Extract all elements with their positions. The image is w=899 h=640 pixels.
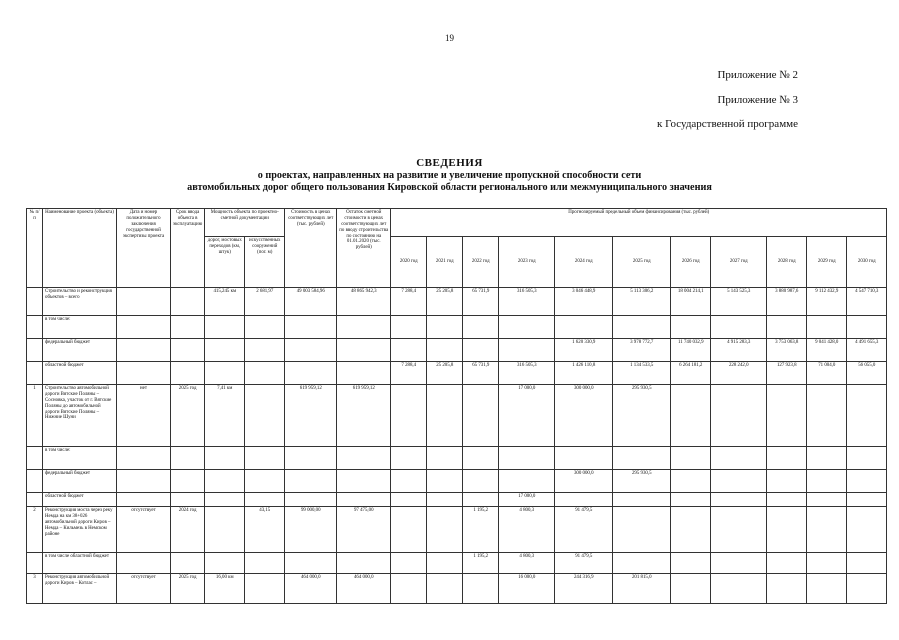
cell-balance <box>337 316 391 339</box>
cell-year-value: 25 205,8 <box>427 288 463 316</box>
cell-term <box>171 288 205 316</box>
cell-expertise <box>117 493 171 507</box>
cell-capacity-roads <box>205 507 245 553</box>
header-year: 2029 год <box>807 237 847 288</box>
cell-year-value: 4 800,3 <box>499 507 555 553</box>
cell-year-value <box>463 574 499 604</box>
cell-num <box>27 362 43 385</box>
header-year: 2025 год <box>613 237 671 288</box>
cell-balance: 619 959,12 <box>337 385 391 447</box>
cell-name: федеральный бюджет <box>43 339 117 362</box>
cell-num <box>27 288 43 316</box>
cell-year-value <box>671 447 711 470</box>
cell-year-value <box>555 493 613 507</box>
cell-capacity-roads <box>205 362 245 385</box>
header-year: 2024 год <box>555 237 613 288</box>
cell-year-value <box>767 574 807 604</box>
cell-cost: 49 003 584,96 <box>285 288 337 316</box>
cell-year-value <box>671 470 711 493</box>
cell-balance <box>337 553 391 574</box>
cell-year-value <box>499 339 555 362</box>
cell-capacity-roads <box>205 339 245 362</box>
cell-year-value <box>847 507 887 553</box>
cell-year-value <box>463 447 499 470</box>
cell-year-value <box>463 339 499 362</box>
header-year: 2022 год <box>463 237 499 288</box>
cell-year-value <box>711 507 767 553</box>
cell-year-value: 18 004 214,1 <box>671 288 711 316</box>
cell-term <box>171 316 205 339</box>
header-cost: Стоимость в ценах соответствующих лет (тыс. рублей) <box>285 209 337 288</box>
document-subtitle-1: о проектах, направленных на развитие и увеличение пропускной способности сети <box>257 170 642 181</box>
cell-capacity-roads <box>205 447 245 470</box>
cell-balance <box>337 362 391 385</box>
cell-year-value <box>711 316 767 339</box>
cell-capacity-roads <box>205 553 245 574</box>
cell-year-value <box>711 553 767 574</box>
cell-year-value <box>847 574 887 604</box>
cell-year-value <box>807 447 847 470</box>
cell-expertise <box>117 470 171 493</box>
header-capacity-structures: искусственных сооружений (пог. м) <box>245 237 285 288</box>
cell-balance <box>337 470 391 493</box>
cell-year-value <box>671 385 711 447</box>
cell-year-value: 4 915 283,3 <box>711 339 767 362</box>
cell-term: 2024 год <box>171 507 205 553</box>
cell-name: областной бюджет <box>43 493 117 507</box>
cell-year-value: 244 316,9 <box>555 574 613 604</box>
cell-year-value <box>613 507 671 553</box>
cell-year-value <box>807 493 847 507</box>
cell-balance <box>337 493 391 507</box>
cell-year-value <box>555 316 613 339</box>
cell-year-value <box>463 470 499 493</box>
table-row <box>27 362 887 385</box>
cell-year-value: 3 978 772,7 <box>613 339 671 362</box>
cell-year-value <box>391 507 427 553</box>
table-row <box>27 493 887 507</box>
cell-term <box>171 553 205 574</box>
cell-year-value: 4 800,3 <box>499 553 555 574</box>
cell-year-value: 4 547 710,3 <box>847 288 887 316</box>
cell-name: Строительство автомобильной дороги Вятские Поляны – Сосновка, участок от г. Вятские Поляны до автомобильной дороги Вятские Поляны – Нижние Шуни <box>43 385 117 447</box>
cell-capacity-structures <box>245 316 285 339</box>
cell-year-value <box>427 493 463 507</box>
cell-capacity-structures <box>245 362 285 385</box>
cell-cost <box>285 470 337 493</box>
table-row <box>27 385 887 447</box>
cell-num <box>27 553 43 574</box>
cell-year-value <box>499 316 555 339</box>
header-capacity-roads: дорог, мостовых переходов (км, штук) <box>205 237 245 288</box>
cell-capacity-structures <box>245 574 285 604</box>
cell-year-value <box>391 574 427 604</box>
cell-num: 1 <box>27 385 43 447</box>
cell-term <box>171 493 205 507</box>
cell-name: Строительство и реконструкция объектов – всего <box>43 288 117 316</box>
cell-year-value <box>463 316 499 339</box>
cell-year-value: 11 740 032,9 <box>671 339 711 362</box>
cell-capacity-roads: 415,245 км <box>205 288 245 316</box>
cell-capacity-structures <box>245 385 285 447</box>
cell-name: областной бюджет <box>43 362 117 385</box>
header-year: 2027 год <box>711 237 767 288</box>
appendix-line-3: к Государственной программе <box>657 118 798 130</box>
cell-year-value: 1 426 110,8 <box>555 362 613 385</box>
cell-year-value <box>671 574 711 604</box>
header-term: Срок ввода объекта в эксплуатацию <box>171 209 205 288</box>
cell-year-value: 25 205,8 <box>427 362 463 385</box>
cell-year-value: 3 753 063,8 <box>767 339 807 362</box>
cell-year-value <box>391 316 427 339</box>
cell-term: 2025 год <box>171 385 205 447</box>
cell-name: федеральный бюджет <box>43 470 117 493</box>
cell-year-value: 7 288,4 <box>391 362 427 385</box>
cell-term <box>171 470 205 493</box>
cell-year-value: 295 930,5 <box>613 470 671 493</box>
cell-year-value <box>767 385 807 447</box>
cell-year-value: 4 491 655,3 <box>847 339 887 362</box>
cell-year-value: 201 815,0 <box>613 574 671 604</box>
cell-term: 2025 год <box>171 574 205 604</box>
cell-year-value: 1 620 330,9 <box>555 339 613 362</box>
cell-year-value <box>711 447 767 470</box>
cell-balance <box>337 339 391 362</box>
cell-year-value: 300 000,0 <box>555 385 613 447</box>
header-forecast-group: Прогнозируемый предельный объем финансирования (тыс. рублей) <box>391 209 887 237</box>
cell-year-value <box>391 470 427 493</box>
cell-capacity-roads: 7,41 км <box>205 385 245 447</box>
header-year: 2026 год <box>671 237 711 288</box>
header-year: 2020 год <box>391 237 427 288</box>
cell-cost <box>285 316 337 339</box>
header-year: 2023 год <box>499 237 555 288</box>
cell-year-value <box>671 493 711 507</box>
header-year: 2021 год <box>427 237 463 288</box>
cell-expertise <box>117 362 171 385</box>
cell-expertise <box>117 553 171 574</box>
cell-expertise: отсутствует <box>117 574 171 604</box>
cell-expertise <box>117 288 171 316</box>
cell-year-value: 91 479,5 <box>555 507 613 553</box>
cell-year-value <box>807 385 847 447</box>
cell-year-value: 1 195,2 <box>463 507 499 553</box>
cell-num: 3 <box>27 574 43 604</box>
cell-year-value <box>807 574 847 604</box>
cell-year-value <box>499 447 555 470</box>
cell-year-value: 71 004,0 <box>807 362 847 385</box>
cell-name: в том числе областной бюджет <box>43 553 117 574</box>
cell-year-value: 9 041 428,0 <box>807 339 847 362</box>
cell-year-value <box>767 470 807 493</box>
cell-year-value: 3 046 448,9 <box>555 288 613 316</box>
cell-year-value: 1 134 533,5 <box>613 362 671 385</box>
cell-year-value: 1 195,2 <box>463 553 499 574</box>
cell-year-value <box>391 385 427 447</box>
table-row <box>27 574 887 604</box>
table-row <box>27 288 887 316</box>
cell-capacity-structures: 2 681,97 <box>245 288 285 316</box>
cell-cost: 464 000,0 <box>285 574 337 604</box>
cell-cost: 619 959,12 <box>285 385 337 447</box>
cell-capacity-roads <box>205 316 245 339</box>
page-number: 19 <box>445 33 454 43</box>
cell-year-value <box>499 470 555 493</box>
table-row <box>27 316 887 339</box>
cell-year-value: 6 264 181,2 <box>671 362 711 385</box>
cell-year-value: 65 731,9 <box>463 288 499 316</box>
cell-capacity-structures <box>245 339 285 362</box>
cell-capacity-structures <box>245 470 285 493</box>
cell-balance: 97 475,00 <box>337 507 391 553</box>
cell-cost <box>285 339 337 362</box>
cell-capacity-roads <box>205 470 245 493</box>
cell-name: Реконструкция автомобильной дороги Киров – Котлас – <box>43 574 117 604</box>
cell-year-value: 316 505,3 <box>499 288 555 316</box>
cell-year-value <box>767 553 807 574</box>
cell-year-value <box>767 316 807 339</box>
cell-year-value: 65 731,9 <box>463 362 499 385</box>
appendix-line-1: Приложение № 2 <box>717 69 798 81</box>
cell-year-value <box>463 385 499 447</box>
cell-expertise: отсутствует <box>117 507 171 553</box>
cell-year-value <box>555 447 613 470</box>
cell-cost <box>285 447 337 470</box>
cell-year-value <box>711 385 767 447</box>
cell-name: в том числе: <box>43 316 117 339</box>
cell-year-value <box>807 507 847 553</box>
cell-year-value <box>427 470 463 493</box>
cell-year-value <box>847 385 887 447</box>
cell-year-value <box>847 316 887 339</box>
cell-year-value <box>671 553 711 574</box>
cell-term <box>171 339 205 362</box>
table-body <box>27 288 887 604</box>
cell-year-value <box>847 470 887 493</box>
cell-year-value <box>427 447 463 470</box>
appendix-line-2: Приложение № 3 <box>717 94 798 106</box>
cell-year-value <box>427 316 463 339</box>
header-balance: Остаток сметной стоимости в ценах соответствующих лет по вводу строительства по состоянию на 01.01.2020 (тыс. рублей) <box>337 209 391 288</box>
table-row <box>27 553 887 574</box>
cell-capacity-structures <box>245 553 285 574</box>
cell-year-value: 17 000,0 <box>499 493 555 507</box>
cell-year-value <box>391 447 427 470</box>
table-row <box>27 339 887 362</box>
cell-year-value <box>767 493 807 507</box>
cell-expertise <box>117 447 171 470</box>
cell-name: в том числе: <box>43 447 117 470</box>
cell-year-value <box>613 316 671 339</box>
cell-year-value <box>427 385 463 447</box>
cell-year-value <box>711 470 767 493</box>
cell-year-value <box>391 493 427 507</box>
cell-term <box>171 362 205 385</box>
header-year: 2030 год <box>847 237 887 288</box>
cell-capacity-structures: 43,15 <box>245 507 285 553</box>
table-row <box>27 470 887 493</box>
cell-year-value: 300 000,0 <box>555 470 613 493</box>
document-subtitle-2: автомобильных дорог общего пользования Кировской области регионального или межмуниципального значения <box>187 182 712 193</box>
cell-year-value <box>463 493 499 507</box>
cell-num: 2 <box>27 507 43 553</box>
cell-balance: 48 865 942,3 <box>337 288 391 316</box>
cell-year-value <box>807 553 847 574</box>
cell-year-value <box>847 553 887 574</box>
cell-year-value <box>807 316 847 339</box>
header-year: 2028 год <box>767 237 807 288</box>
cell-balance: 464 000,0 <box>337 574 391 604</box>
cell-cost: 99 000,00 <box>285 507 337 553</box>
cell-year-value <box>613 493 671 507</box>
document-title: СВЕДЕНИЯ <box>416 157 483 169</box>
cell-year-value: 7 288,4 <box>391 288 427 316</box>
cell-year-value <box>711 493 767 507</box>
cell-year-value <box>807 470 847 493</box>
cell-year-value <box>613 447 671 470</box>
cell-year-value: 16 000,0 <box>499 574 555 604</box>
cell-capacity-roads: 16,00 км <box>205 574 245 604</box>
cell-year-value <box>427 339 463 362</box>
cell-year-value: 295 930,5 <box>613 385 671 447</box>
header-num: № п/п <box>27 209 43 288</box>
cell-year-value: 5 113 306,2 <box>613 288 671 316</box>
cell-year-value: 228 242,0 <box>711 362 767 385</box>
cell-year-value <box>391 339 427 362</box>
cell-balance <box>337 447 391 470</box>
cell-year-value <box>613 553 671 574</box>
cell-year-value: 9 112 432,9 <box>807 288 847 316</box>
cell-term <box>171 447 205 470</box>
cell-num <box>27 447 43 470</box>
cell-year-value <box>391 553 427 574</box>
cell-cost <box>285 493 337 507</box>
cell-year-value: 56 055,0 <box>847 362 887 385</box>
projects-table <box>26 208 887 604</box>
cell-capacity-structures <box>245 447 285 470</box>
cell-year-value <box>427 574 463 604</box>
table-row <box>27 447 887 470</box>
cell-year-value: 5 143 525,3 <box>711 288 767 316</box>
cell-cost <box>285 553 337 574</box>
cell-expertise <box>117 316 171 339</box>
table-row <box>27 507 887 553</box>
cell-cost <box>285 362 337 385</box>
cell-expertise <box>117 339 171 362</box>
header-capacity-group: Мощность объекта по проектно-сметной документации <box>205 209 285 237</box>
cell-year-value <box>427 553 463 574</box>
cell-year-value <box>767 507 807 553</box>
cell-year-value <box>671 507 711 553</box>
cell-year-value: 17 000,0 <box>499 385 555 447</box>
cell-year-value: 3 880 987,6 <box>767 288 807 316</box>
cell-expertise: нет <box>117 385 171 447</box>
cell-num <box>27 470 43 493</box>
header-name: Наименование проекта (объекта) <box>43 209 117 288</box>
cell-capacity-roads <box>205 493 245 507</box>
cell-num <box>27 316 43 339</box>
cell-year-value <box>711 574 767 604</box>
cell-name: Реконструкция моста через реку Немда на км 38+026 автомобильной дороги Киров – Немда – Кильмезь в Немском районе <box>43 507 117 553</box>
cell-year-value: 91 479,5 <box>555 553 613 574</box>
cell-num <box>27 339 43 362</box>
cell-year-value: 127 923,8 <box>767 362 807 385</box>
cell-year-value <box>847 493 887 507</box>
cell-capacity-structures <box>245 493 285 507</box>
cell-year-value <box>847 447 887 470</box>
header-expertise: Дата и номер положительного заключения государственной экспертизы проекта <box>117 209 171 288</box>
cell-year-value: 316 505,3 <box>499 362 555 385</box>
cell-year-value <box>427 507 463 553</box>
cell-year-value <box>671 316 711 339</box>
cell-num <box>27 493 43 507</box>
cell-year-value <box>767 447 807 470</box>
